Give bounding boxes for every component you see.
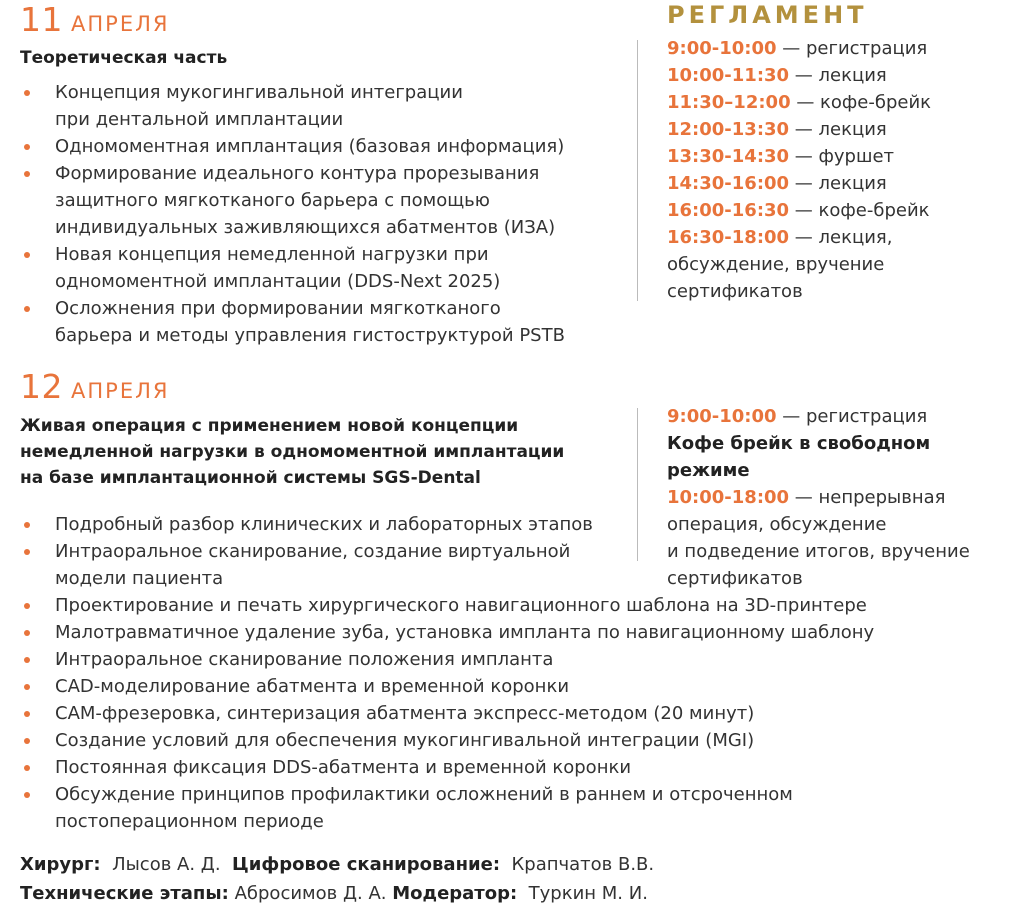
schedule2-operation <box>667 484 1011 592</box>
schedule-text: — регистрация <box>776 38 928 59</box>
list-item: Создание условий для обеспечения мукогингивальной интеграции (MGI) <box>20 727 920 754</box>
schedule2-text-2: — непрерывная операция, обсуждение и подведение итогов, вручение сертификатов <box>667 487 970 589</box>
schedule-row <box>667 62 1007 89</box>
day1-month: АПРЕЛЯ <box>71 12 170 36</box>
tech-name: Абросимов Д. А. <box>234 883 387 904</box>
day2-heading: Живая операция с применением новой концепции немедленной нагрузки в одномоментной имплантации на базе имплантационной системы SGS-Dental <box>20 416 565 488</box>
credits-line-2 <box>20 880 648 908</box>
schedule-row <box>667 89 1007 116</box>
list-item: Малотравматичное удаление зуба, установка импланта по навигационному шаблону <box>20 619 920 646</box>
schedule2 <box>667 403 1011 592</box>
list-item: CAD-моделирование абатмента и временной коронки <box>20 673 920 700</box>
schedule-time: 11:30–12:00 <box>667 92 791 113</box>
schedule-time: 12:00-13:30 <box>667 119 790 140</box>
list-item: Подробный разбор клинических и лабораторных этапов <box>20 511 920 538</box>
schedule-time: 14:30-16:00 <box>667 173 790 194</box>
list-item: Осложнения при формировании мягкотканого барьера и методы управления гистоструктурой PSTB <box>20 295 620 349</box>
list-item: Формирование идеального контура прорезывания защитного мягкотканого барьера с помощью индивидуальных заживляющихся абатментов (ИЗА) <box>20 160 620 241</box>
schedule-row <box>667 197 1007 224</box>
moderator-name: Туркин М. И. <box>528 883 648 904</box>
schedule-row <box>667 35 1007 62</box>
list-item: CAM-фрезеровка, синтеризация абатмента экспресс-методом (20 минут) <box>20 700 920 727</box>
day1-heading: Теоретическая часть <box>20 48 228 68</box>
schedule-row <box>667 170 1007 197</box>
schedule-row <box>667 143 1007 170</box>
schedule2-time-2: 10:00-18:00 <box>667 487 790 508</box>
schedule-text: — лекция <box>789 119 887 140</box>
schedule-time: 9:00-10:00 <box>667 38 777 59</box>
schedule2-divider <box>637 408 638 561</box>
day1-number: 11 <box>20 0 63 39</box>
day1-date <box>20 0 169 39</box>
schedule-title: РЕГЛАМЕНТ <box>667 1 868 29</box>
schedule-text: — кофе-брейк <box>790 92 932 113</box>
moderator-label: Модератор: <box>392 883 518 904</box>
list-item: Одномоментная имплантация (базовая информация) <box>20 133 620 160</box>
list-item: Интраоральное сканирование положения импланта <box>20 646 920 673</box>
schedule-row <box>667 224 1007 305</box>
schedule-text: — лекция, обсуждение, вручение сертификатов <box>667 227 893 302</box>
schedule-time: 16:30-18:00 <box>667 227 790 248</box>
day2-date <box>20 367 169 406</box>
surgeon-label: Хирург: <box>20 854 101 875</box>
day1-topics-list <box>20 79 620 349</box>
list-item: Концепция мукогингивальной интеграции при дентальной имплантации <box>20 79 620 133</box>
schedule1 <box>667 35 1007 305</box>
schedule-row <box>667 116 1007 143</box>
list-item: Проектирование и печать хирургического навигационного шаблона на 3D-принтере <box>20 592 920 619</box>
schedule2-text-1: — регистрация <box>776 406 928 427</box>
list-item: Обсуждение принципов профилактики осложнений в раннем и отсроченном постоперационном периоде <box>20 781 920 835</box>
day2-month: АПРЕЛЯ <box>71 379 170 403</box>
schedule-text: — фуршет <box>789 146 895 167</box>
schedule-text: — кофе-брейк <box>789 200 930 221</box>
schedule2-coffee: Кофе брейк в свободном режиме <box>667 433 931 481</box>
scan-label: Цифровое сканирование: <box>232 854 501 875</box>
schedule1-divider <box>637 40 638 301</box>
tech-label: Технические этапы: <box>20 883 229 904</box>
schedule2-registration <box>667 403 1011 430</box>
day2-number: 12 <box>20 367 63 406</box>
list-item: Новая концепция немедленной нагрузки при одномоментной имплантации (DDS-Next 2025) <box>20 241 620 295</box>
schedule-time: 13:30-14:30 <box>667 146 790 167</box>
list-item: Постоянная фиксация DDS-абатмента и временной коронки <box>20 754 920 781</box>
schedule-text: — лекция <box>789 173 887 194</box>
credits-line-1 <box>20 851 654 879</box>
list-item: Интраоральное сканирование, создание виртуальной модели пациента <box>20 538 920 592</box>
schedule-time: 16:00-16:30 <box>667 200 790 221</box>
schedule-text: — лекция <box>789 65 887 86</box>
schedule2-time-1: 9:00-10:00 <box>667 406 777 427</box>
schedule-time: 10:00-11:30 <box>667 65 790 86</box>
scan-name: Крапчатов В.В. <box>511 854 655 875</box>
surgeon-name: Лысов А. Д. <box>112 854 221 875</box>
